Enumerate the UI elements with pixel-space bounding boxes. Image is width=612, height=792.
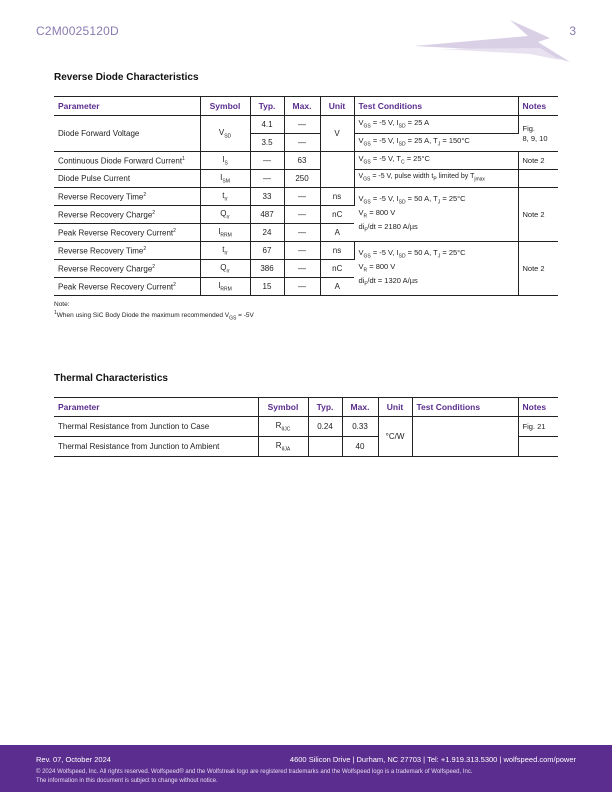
max-cell: — xyxy=(284,134,320,152)
max-cell: — xyxy=(284,224,320,242)
max-cell: — xyxy=(284,206,320,224)
column-header: Parameter xyxy=(54,398,258,417)
unit-cell: V xyxy=(320,116,354,152)
table-row xyxy=(54,188,558,206)
unit-cell: ns xyxy=(320,188,354,206)
table-row xyxy=(54,116,558,134)
max-cell: 0.33 xyxy=(342,417,378,437)
table-header-row xyxy=(54,97,558,116)
param-cell: Peak Reverse Recovery Current$^2$ xyxy=(54,224,200,242)
condition-line: $V_R = 800$ V xyxy=(358,261,396,273)
symbol-cell: $t_{rr}$ xyxy=(200,242,250,260)
condition-line: $di_F/dt = 2180$ A/µs xyxy=(358,221,418,233)
unit-cell: ns xyxy=(320,242,354,260)
table-row xyxy=(54,417,558,437)
param-cell: Reverse Recovery Charge$^2$ xyxy=(54,206,200,224)
typ-cell: — xyxy=(250,170,284,188)
column-header: Parameter xyxy=(54,97,200,116)
column-header: Typ. xyxy=(308,398,342,417)
page-footer xyxy=(0,745,612,792)
symbol-cell: $R_{\theta JC}$ xyxy=(258,417,308,437)
param-cell: Diode Forward Voltage xyxy=(54,116,200,152)
note-cell: Fig. 21 xyxy=(518,417,558,437)
symbol-cell: $Q_{rr}$ xyxy=(200,260,250,278)
max-cell: — xyxy=(284,278,320,296)
max-cell: — xyxy=(284,188,320,206)
condition-line: $V_{GS} = -5$ V, $I_{SD} = 50$ A, $T_J = 25^\circ C$ xyxy=(358,247,466,259)
typ-cell: 0.24 xyxy=(308,417,342,437)
condition-cell: $V_{GS} = -5$ V, $I_{SD} = 25$ A, $T_J = 150^\circ C$ xyxy=(354,134,518,152)
column-header: Unit xyxy=(378,398,412,417)
param-cell: Thermal Resistance from Junction to Ambient xyxy=(54,437,258,457)
column-header: Notes xyxy=(518,398,558,417)
param-cell: Continuous Diode Forward Current$^1$ xyxy=(54,152,200,170)
typ-cell: 386 xyxy=(250,260,284,278)
unit-cell: nC xyxy=(320,260,354,278)
param-cell: Peak Reverse Recovery Current$^2$ xyxy=(54,278,200,296)
typ-cell: 24 xyxy=(250,224,284,242)
table-footnote xyxy=(54,300,254,323)
symbol-cell: $I_S$ xyxy=(200,152,250,170)
unit-cell: nC xyxy=(320,206,354,224)
unit-cell: A xyxy=(320,224,354,242)
table-row xyxy=(54,152,558,170)
revision-text: Rev. 07, October 2024 xyxy=(36,755,111,764)
condition-cell: $V_{GS} = -5$ V, $T_C = 25^\circ C$ xyxy=(354,152,518,170)
param-cell: Thermal Resistance from Junction to Case xyxy=(54,417,258,437)
reverse-diode-title: Reverse Diode Characteristics xyxy=(54,72,199,83)
condition-line: $V_R = 800$ V xyxy=(358,207,396,219)
column-header: Test Conditions xyxy=(354,97,518,116)
note-text: $^1$When using SiC Body Diode the maximum recommended $V_{GS} = -5V$ xyxy=(54,310,254,322)
max-cell: — xyxy=(284,242,320,260)
part-number: C2M0025120D xyxy=(36,24,119,38)
thermal-table xyxy=(54,397,558,457)
column-header: Typ. xyxy=(250,97,284,116)
note-label: Note: xyxy=(54,301,70,308)
reverse-diode-table xyxy=(54,96,558,296)
table-row xyxy=(54,170,558,188)
note-cell: Note 2 xyxy=(518,188,558,242)
column-header: Test Conditions xyxy=(412,398,518,417)
condition-cell xyxy=(354,188,518,242)
thermal-title: Thermal Characteristics xyxy=(54,373,168,384)
note-cell xyxy=(518,437,558,457)
page-number: 3 xyxy=(569,24,576,38)
column-header: Max. xyxy=(284,97,320,116)
typ-cell: 15 xyxy=(250,278,284,296)
wolfstreak-logo-icon xyxy=(410,16,575,66)
column-header: Max. xyxy=(342,398,378,417)
typ-cell: 67 xyxy=(250,242,284,260)
typ-cell: 487 xyxy=(250,206,284,224)
legal-text xyxy=(36,768,473,786)
symbol-cell: $I_{SM}$ xyxy=(200,170,250,188)
param-cell: Reverse Recovery Time$^2$ xyxy=(54,242,200,260)
typ-cell: 33 xyxy=(250,188,284,206)
condition-cell: $V_{GS} = -5$ V, pulse width $t_P$ limited by $T_{jmax}$ xyxy=(354,170,518,188)
condition-cell xyxy=(354,242,518,296)
param-cell: Reverse Recovery Time$^2$ xyxy=(54,188,200,206)
symbol-cell: $I_{RRM}$ xyxy=(200,278,250,296)
max-cell: — xyxy=(284,116,320,134)
column-header: Unit xyxy=(320,97,354,116)
symbol-cell: $t_{rr}$ xyxy=(200,188,250,206)
disclaimer-line: The information in this document is subject to change without notice. xyxy=(36,778,218,784)
symbol-cell: $V_{SD}$ xyxy=(200,116,250,152)
typ-cell: 4.1 xyxy=(250,116,284,134)
max-cell: — xyxy=(284,260,320,278)
condition-cell: $V_{GS} = -5$ V, $I_{SD} = 25$ A xyxy=(354,116,518,134)
typ-cell xyxy=(308,437,342,457)
note-cell: Note 2 xyxy=(518,152,558,170)
unit-cell: °C/W xyxy=(378,417,412,457)
param-cell: Reverse Recovery Charge$^2$ xyxy=(54,260,200,278)
max-cell: 40 xyxy=(342,437,378,457)
condition-line: $di_F/dt = 1320$ A/µs xyxy=(358,275,418,287)
table-row xyxy=(54,242,558,260)
param-cell: Diode Pulse Current xyxy=(54,170,200,188)
unit-cell: A xyxy=(320,278,354,296)
symbol-cell: $I_{RRM}$ xyxy=(200,224,250,242)
unit-cell xyxy=(320,152,354,188)
condition-line: $V_{GS} = -5$ V, $I_{SD} = 50$ A, $T_J = 25^\circ C$ xyxy=(358,193,466,205)
symbol-cell: $Q_{rr}$ xyxy=(200,206,250,224)
symbol-cell: $R_{\theta JA}$ xyxy=(258,437,308,457)
copyright-line: © 2024 Wolfspeed, Inc. All rights reserved. Wolfspeed® and the Wolfstreak logo are registered trademarks and the Wolfspeed logo is a trademark of Wolfspeed, Inc. xyxy=(36,769,473,775)
column-header: Symbol xyxy=(200,97,250,116)
condition-cell xyxy=(412,417,518,457)
typ-cell: 3.5 xyxy=(250,134,284,152)
max-cell: 63 xyxy=(284,152,320,170)
address-text: 4600 Silicon Drive | Durham, NC 27703 | Tel: +1.919.313.5300 | wolfspeed.com/power xyxy=(289,755,576,764)
note-cell: Note 2 xyxy=(518,242,558,296)
column-header: Notes xyxy=(518,97,558,116)
table-header-row xyxy=(54,398,558,417)
note-cell xyxy=(518,170,558,188)
max-cell: 250 xyxy=(284,170,320,188)
column-header: Symbol xyxy=(258,398,308,417)
typ-cell: — xyxy=(250,152,284,170)
note-cell: Fig. 8, 9, 10 xyxy=(518,116,558,152)
